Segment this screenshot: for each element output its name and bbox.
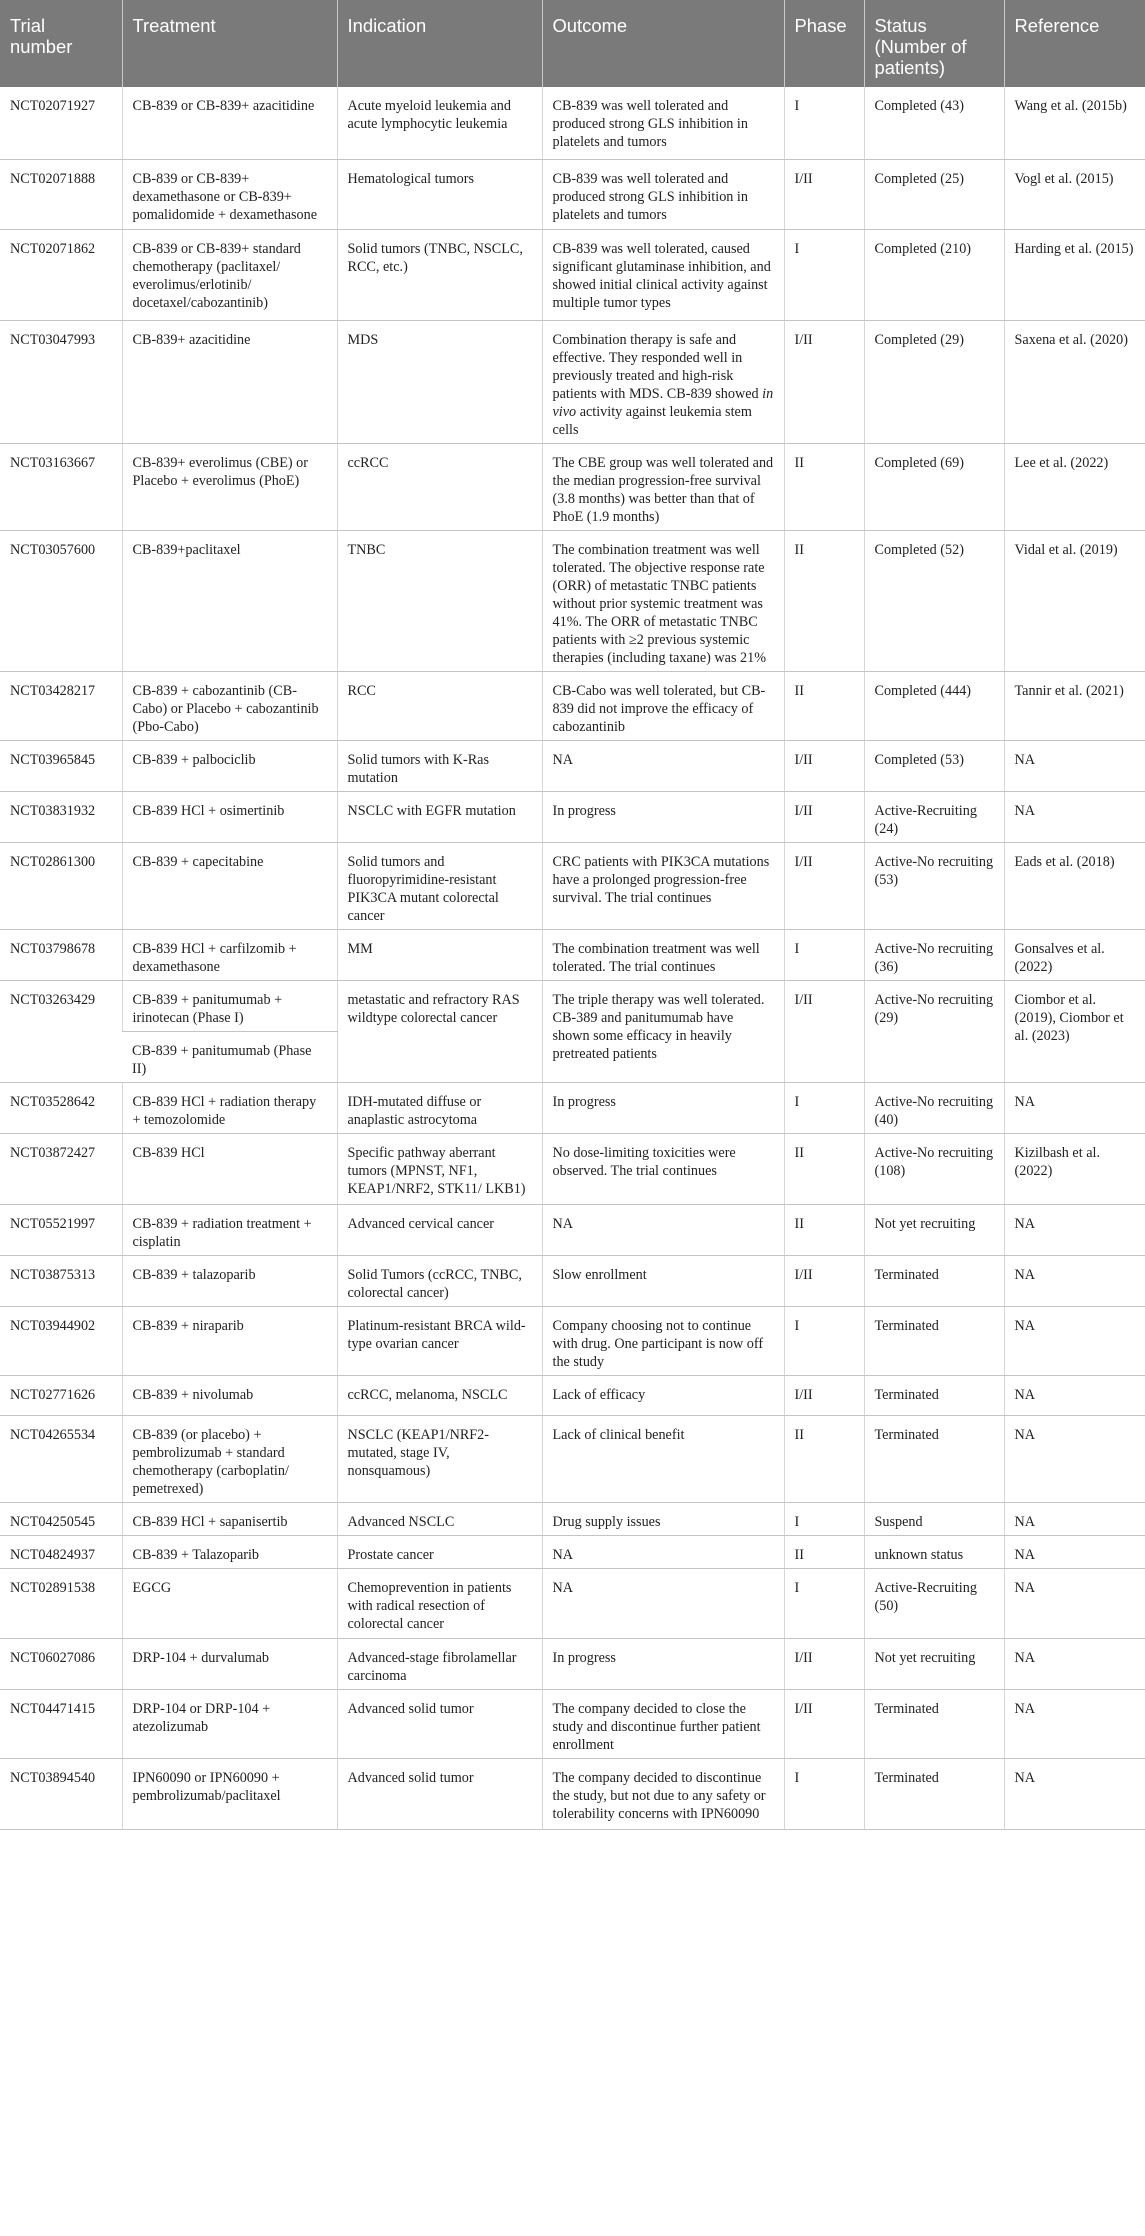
- treatment-cell: CB-839 HCl + sapanisertib: [122, 1502, 337, 1535]
- indication-cell: MDS: [337, 320, 542, 443]
- reference-cell: NA: [1004, 1415, 1145, 1502]
- phase-cell: II: [784, 1535, 864, 1568]
- phase-cell: I/II: [784, 1689, 864, 1758]
- table-row: [0, 1204, 1145, 1255]
- table-row: [0, 229, 1145, 320]
- table-row: [0, 1306, 1145, 1375]
- status-cell: Terminated: [864, 1375, 1004, 1415]
- outcome-cell: In progress: [542, 1638, 784, 1689]
- reference-cell: NA: [1004, 1689, 1145, 1758]
- outcome-cell: The triple therapy was well tolerated. CB-389 and panitumumab have shown some efficacy in heavily pretreated patients: [542, 980, 784, 1082]
- indication-cell: Advanced cervical cancer: [337, 1204, 542, 1255]
- indication-cell: Advanced solid tumor: [337, 1758, 542, 1829]
- treatment-cell: CB-839 + Talazoparib: [122, 1535, 337, 1568]
- reference-cell: Wang et al. (2015b): [1004, 87, 1145, 159]
- reference-cell: Kizilbash et al. (2022): [1004, 1133, 1145, 1204]
- treatment-cell: CB-839 + talazoparib: [122, 1255, 337, 1306]
- trial-number-cell: NCT04265534: [0, 1415, 122, 1502]
- indication-cell: Advanced solid tumor: [337, 1689, 542, 1758]
- table-row: [0, 740, 1145, 791]
- treatment-cell: CB-839+ azacitidine: [122, 320, 337, 443]
- status-cell: Active-No recruiting (29): [864, 980, 1004, 1082]
- status-cell: Terminated: [864, 1306, 1004, 1375]
- table-row: [0, 1758, 1145, 1829]
- outcome-cell: CRC patients with PIK3CA mutations have a prolonged progression-free survival. The trial continues: [542, 842, 784, 929]
- indication-cell: IDH-mutated diffuse or anaplastic astrocytoma: [337, 1082, 542, 1133]
- status-cell: Completed (210): [864, 229, 1004, 320]
- table-row: [0, 1535, 1145, 1568]
- phase-cell: I/II: [784, 791, 864, 842]
- indication-cell: RCC: [337, 671, 542, 740]
- indication-cell: Solid Tumors (ccRCC, TNBC, colorectal cancer): [337, 1255, 542, 1306]
- trial-number-cell: NCT03965845: [0, 740, 122, 791]
- outcome-cell: Company choosing not to continue with drug. One participant is now off the study: [542, 1306, 784, 1375]
- table-row: [0, 530, 1145, 671]
- trial-number-cell: NCT02771626: [0, 1375, 122, 1415]
- phase-cell: I: [784, 229, 864, 320]
- treatment-cell: CB-839 or CB-839+ dexamethasone or CB-839+ pomalidomide + dexamethasone: [122, 159, 337, 229]
- table-row: [0, 929, 1145, 980]
- outcome-text: activity against leukemia stem cells: [552, 403, 752, 438]
- phase-cell: I: [784, 1306, 864, 1375]
- outcome-cell: CB-839 was well tolerated and produced strong GLS inhibition in platelets and tumors: [542, 159, 784, 229]
- outcome-cell: The company decided to close the study and discontinue further patient enrollment: [542, 1689, 784, 1758]
- indication-cell: Chemoprevention in patients with radical resection of colorectal cancer: [337, 1568, 542, 1638]
- status-cell: Completed (25): [864, 159, 1004, 229]
- reference-cell: NA: [1004, 791, 1145, 842]
- trial-number-cell: NCT05521997: [0, 1204, 122, 1255]
- treatment-cell: CB-839 + radiation treatment + cisplatin: [122, 1204, 337, 1255]
- phase-cell: I/II: [784, 1255, 864, 1306]
- phase-cell: I/II: [784, 842, 864, 929]
- reference-cell: Vidal et al. (2019): [1004, 530, 1145, 671]
- trial-number-cell: NCT03163667: [0, 443, 122, 530]
- trial-number-cell: NCT04824937: [0, 1535, 122, 1568]
- trial-number-cell: NCT03944902: [0, 1306, 122, 1375]
- status-cell: Terminated: [864, 1255, 1004, 1306]
- header-status: Status (Number of patients): [864, 0, 1004, 87]
- status-cell: Terminated: [864, 1415, 1004, 1502]
- reference-cell: NA: [1004, 1204, 1145, 1255]
- header-indication: Indication: [337, 0, 542, 87]
- trial-number-cell: NCT06027086: [0, 1638, 122, 1689]
- status-cell: Active-Recruiting (50): [864, 1568, 1004, 1638]
- trial-number-cell: NCT03875313: [0, 1255, 122, 1306]
- reference-cell: Ciombor et al. (2019), Ciombor et al. (2023): [1004, 980, 1145, 1082]
- indication-cell: TNBC: [337, 530, 542, 671]
- treatment-cell: CB-839 HCl + radiation therapy + temozolomide: [122, 1082, 337, 1133]
- outcome-cell: Drug supply issues: [542, 1502, 784, 1535]
- indication-cell: Platinum-resistant BRCA wild-type ovarian cancer: [337, 1306, 542, 1375]
- treatment-cell: CB-839 HCl: [122, 1133, 337, 1204]
- reference-cell: Vogl et al. (2015): [1004, 159, 1145, 229]
- status-cell: Active-Recruiting (24): [864, 791, 1004, 842]
- reference-cell: NA: [1004, 1082, 1145, 1133]
- indication-cell: Hematological tumors: [337, 159, 542, 229]
- table-row: [0, 980, 1145, 1031]
- indication-cell: Solid tumors and fluoropyrimidine-resistant PIK3CA mutant colorectal cancer: [337, 842, 542, 929]
- treatment-cell: CB-839 + capecitabine: [122, 842, 337, 929]
- phase-cell: I: [784, 929, 864, 980]
- table-row: [0, 1415, 1145, 1502]
- status-cell: Completed (444): [864, 671, 1004, 740]
- outcome-cell: In progress: [542, 1082, 784, 1133]
- trial-number-cell: NCT03263429: [0, 980, 122, 1082]
- outcome-cell: No dose-limiting toxicities were observed. The trial continues: [542, 1133, 784, 1204]
- indication-cell: Solid tumors (TNBC, NSCLC, RCC, etc.): [337, 229, 542, 320]
- outcome-cell: Slow enrollment: [542, 1255, 784, 1306]
- reference-cell: NA: [1004, 1758, 1145, 1829]
- phase-cell: II: [784, 1204, 864, 1255]
- reference-cell: Harding et al. (2015): [1004, 229, 1145, 320]
- reference-cell: NA: [1004, 1535, 1145, 1568]
- phase-cell: II: [784, 671, 864, 740]
- treatment-cell: CB-839 or CB-839+ azacitidine: [122, 87, 337, 159]
- trial-number-cell: NCT02891538: [0, 1568, 122, 1638]
- phase-cell: I/II: [784, 980, 864, 1082]
- status-cell: Active-No recruiting (36): [864, 929, 1004, 980]
- treatment-cell: IPN60090 or IPN60090 + pembrolizumab/paclitaxel: [122, 1758, 337, 1829]
- reference-cell: NA: [1004, 1638, 1145, 1689]
- table-row: [0, 1133, 1145, 1204]
- indication-cell: NSCLC (KEAP1/NRF2-mutated, stage IV, nonsquamous): [337, 1415, 542, 1502]
- status-cell: Terminated: [864, 1689, 1004, 1758]
- status-cell: Completed (43): [864, 87, 1004, 159]
- trial-number-cell: NCT03057600: [0, 530, 122, 671]
- status-cell: Completed (29): [864, 320, 1004, 443]
- treatment-cell: CB-839 (or placebo) + pembrolizumab + standard chemotherapy (carboplatin/ pemetrexed): [122, 1415, 337, 1502]
- outcome-cell: The combination treatment was well tolerated. The objective response rate (ORR) of metastatic TNBC patients without prior systemic treatment was 41%. The ORR of metastatic TNBC patients with ≥2 previous systemic therapies (including taxane) was 21%: [542, 530, 784, 671]
- trial-number-cell: NCT04250545: [0, 1502, 122, 1535]
- table-row: [0, 1689, 1145, 1758]
- treatment-cell: DRP-104 + durvalumab: [122, 1638, 337, 1689]
- indication-cell: Solid tumors with K-Ras mutation: [337, 740, 542, 791]
- trial-number-cell: NCT02071888: [0, 159, 122, 229]
- phase-cell: II: [784, 443, 864, 530]
- status-cell: Suspend: [864, 1502, 1004, 1535]
- status-cell: Terminated: [864, 1758, 1004, 1829]
- status-cell: Not yet recruiting: [864, 1204, 1004, 1255]
- outcome-italic-text: in vivo: [552, 385, 774, 420]
- outcome-cell: NA: [542, 1535, 784, 1568]
- indication-cell: Prostate cancer: [337, 1535, 542, 1568]
- indication-cell: Acute myeloid leukemia and acute lymphocytic leukemia: [337, 87, 542, 159]
- status-cell: Completed (53): [864, 740, 1004, 791]
- trial-number-cell: NCT03872427: [0, 1133, 122, 1204]
- table-row: [0, 1502, 1145, 1535]
- header-row: [0, 0, 1145, 87]
- trial-number-cell: NCT02071862: [0, 229, 122, 320]
- table-row: [0, 842, 1145, 929]
- outcome-text: Combination therapy is safe and effective. They responded well in previously treated and high-risk patients with MDS. CB-839 showed: [552, 331, 763, 402]
- phase-cell: II: [784, 1415, 864, 1502]
- phase-cell: II: [784, 530, 864, 671]
- status-cell: Active-No recruiting (53): [864, 842, 1004, 929]
- phase-cell: I: [784, 1758, 864, 1829]
- header-treatment: Treatment: [122, 0, 337, 87]
- outcome-cell: Lack of clinical benefit: [542, 1415, 784, 1502]
- indication-cell: ccRCC: [337, 443, 542, 530]
- indication-cell: Advanced-stage fibrolamellar carcinoma: [337, 1638, 542, 1689]
- phase-cell: I/II: [784, 159, 864, 229]
- indication-cell: ccRCC, melanoma, NSCLC: [337, 1375, 542, 1415]
- table-row: [0, 671, 1145, 740]
- trial-number-cell: NCT03831932: [0, 791, 122, 842]
- outcome-cell: [542, 320, 784, 443]
- trial-number-cell: NCT02071927: [0, 87, 122, 159]
- phase-cell: I: [784, 87, 864, 159]
- table-row: [0, 1255, 1145, 1306]
- table-row: [0, 159, 1145, 229]
- treatment-cell: CB-839 + nivolumab: [122, 1375, 337, 1415]
- outcome-cell: CB-839 was well tolerated, caused significant glutaminase inhibition, and showed initial clinical activity against multiple tumor types: [542, 229, 784, 320]
- reference-cell: Saxena et al. (2020): [1004, 320, 1145, 443]
- phase-cell: II: [784, 1133, 864, 1204]
- reference-cell: NA: [1004, 1375, 1145, 1415]
- indication-cell: NSCLC with EGFR mutation: [337, 791, 542, 842]
- status-cell: Not yet recruiting: [864, 1638, 1004, 1689]
- header-reference: Reference: [1004, 0, 1145, 87]
- outcome-cell: CB-Cabo was well tolerated, but CB-839 did not improve the efficacy of cabozantinib: [542, 671, 784, 740]
- treatment-cell: DRP-104 or DRP-104 + atezolizumab: [122, 1689, 337, 1758]
- table-row: [0, 320, 1145, 443]
- treatment-cell: EGCG: [122, 1568, 337, 1638]
- reference-cell: Eads et al. (2018): [1004, 842, 1145, 929]
- outcome-cell: The combination treatment was well tolerated. The trial continues: [542, 929, 784, 980]
- reference-cell: NA: [1004, 740, 1145, 791]
- reference-cell: NA: [1004, 1568, 1145, 1638]
- treatment-cell: CB-839 + palbociclib: [122, 740, 337, 791]
- outcome-cell: The CBE group was well tolerated and the median progression-free survival (3.8 months) was better than that of PhoE (1.9 months): [542, 443, 784, 530]
- phase-cell: I/II: [784, 1375, 864, 1415]
- trial-number-cell: NCT02861300: [0, 842, 122, 929]
- outcome-cell: CB-839 was well tolerated and produced strong GLS inhibition in platelets and tumors: [542, 87, 784, 159]
- outcome-cell: The company decided to discontinue the study, but not due to any safety or tolerability concerns with IPN60090: [542, 1758, 784, 1829]
- indication-cell: Specific pathway aberrant tumors (MPNST, NF1, KEAP1/NRF2, STK11/ LKB1): [337, 1133, 542, 1204]
- trial-number-cell: NCT03428217: [0, 671, 122, 740]
- outcome-cell: Lack of efficacy: [542, 1375, 784, 1415]
- outcome-cell: NA: [542, 1204, 784, 1255]
- treatment-cell: CB-839 or CB-839+ standard chemotherapy (paclitaxel/ everolimus/erlotinib/ docetaxel/cabozantinib): [122, 229, 337, 320]
- treatment-cell: CB-839 + panitumumab + irinotecan (Phase I): [122, 980, 337, 1031]
- table-row: [0, 443, 1145, 530]
- treatment-cell: CB-839+paclitaxel: [122, 530, 337, 671]
- table-row: [0, 1082, 1145, 1133]
- reference-cell: NA: [1004, 1255, 1145, 1306]
- table-body: [0, 87, 1145, 1829]
- indication-cell: metastatic and refractory RAS wildtype colorectal cancer: [337, 980, 542, 1082]
- table-row: [0, 1568, 1145, 1638]
- treatment-cell: CB-839 + cabozantinib (CB-Cabo) or Placebo + cabozantinib (Pbo-Cabo): [122, 671, 337, 740]
- trial-number-cell: NCT03528642: [0, 1082, 122, 1133]
- status-cell: Completed (52): [864, 530, 1004, 671]
- table-row: [0, 1375, 1145, 1415]
- reference-cell: NA: [1004, 1502, 1145, 1535]
- table-row: [0, 791, 1145, 842]
- indication-cell: MM: [337, 929, 542, 980]
- trial-number-cell: NCT04471415: [0, 1689, 122, 1758]
- outcome-cell: NA: [542, 740, 784, 791]
- table-row: [0, 1638, 1145, 1689]
- phase-cell: I/II: [784, 1638, 864, 1689]
- header-phase: Phase: [784, 0, 864, 87]
- status-cell: Active-No recruiting (40): [864, 1082, 1004, 1133]
- trial-number-cell: NCT03894540: [0, 1758, 122, 1829]
- treatment-cell: CB-839 + panitumumab (Phase II): [122, 1031, 337, 1082]
- treatment-cell: CB-839+ everolimus (CBE) or Placebo + everolimus (PhoE): [122, 443, 337, 530]
- status-cell: Completed (69): [864, 443, 1004, 530]
- phase-cell: I: [784, 1568, 864, 1638]
- reference-cell: Gonsalves et al. (2022): [1004, 929, 1145, 980]
- trial-number-cell: NCT03047993: [0, 320, 122, 443]
- phase-cell: I/II: [784, 320, 864, 443]
- table-row: [0, 87, 1145, 159]
- outcome-cell: In progress: [542, 791, 784, 842]
- reference-cell: Tannir et al. (2021): [1004, 671, 1145, 740]
- treatment-cell: CB-839 + niraparib: [122, 1306, 337, 1375]
- outcome-cell: NA: [542, 1568, 784, 1638]
- status-cell: unknown status: [864, 1535, 1004, 1568]
- header-trial-number: Trial number: [0, 0, 122, 87]
- treatment-cell: CB-839 HCl + carfilzomib + dexamethasone: [122, 929, 337, 980]
- reference-cell: NA: [1004, 1306, 1145, 1375]
- phase-cell: I: [784, 1082, 864, 1133]
- phase-cell: I: [784, 1502, 864, 1535]
- header-outcome: Outcome: [542, 0, 784, 87]
- phase-cell: I/II: [784, 740, 864, 791]
- indication-cell: Advanced NSCLC: [337, 1502, 542, 1535]
- reference-cell: Lee et al. (2022): [1004, 443, 1145, 530]
- trial-number-cell: NCT03798678: [0, 929, 122, 980]
- status-cell: Active-No recruiting (108): [864, 1133, 1004, 1204]
- treatment-cell: CB-839 HCl + osimertinib: [122, 791, 337, 842]
